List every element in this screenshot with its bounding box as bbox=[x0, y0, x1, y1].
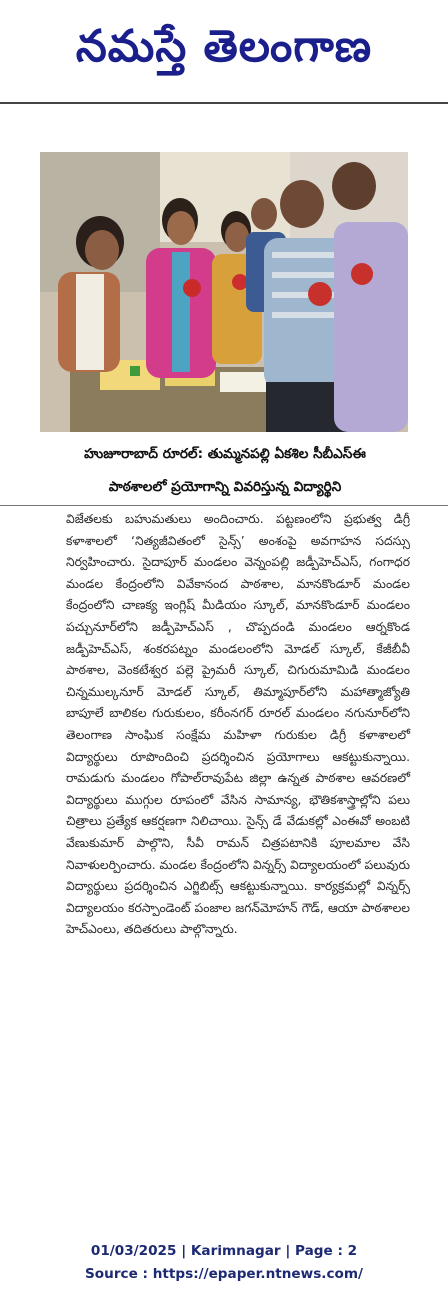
news-photo bbox=[40, 152, 408, 432]
caption-divider bbox=[0, 505, 448, 506]
caption-line-1: హుజూరాబాద్ రూరల్: తుమ్మనపల్లి ఏకశిల సీబీఎస్ఈ bbox=[84, 446, 366, 462]
students-exhibit-photo bbox=[40, 152, 408, 432]
masthead-divider bbox=[0, 102, 448, 104]
caption-line-2: పాఠశాలలో ప్రయోగాన్ని వివరిస్తున్న విద్యార్థిని bbox=[108, 479, 342, 495]
article-paragraph: విజేతలకు బహుమతులు అందించారు. పట్టణంలోని ప్రభుత్వ డిగ్రీ కళాశాలలో ‘నిత్యజీవితంలో సైన్స్’ అంశంపై అవగాహన సదస్సు నిర్వహించారు. సైదాపూర్ మండలం వెన్నంపల్లి జడ్పీహెచ్ఎస్, గంగాధర మండల కేంద్రంలోని వివేకానంద పాఠశాల, మానకొండూర్ మండల కేంద్రంలోని చాణక్య ఇంగ్లిష్ మీడియం స్కూల్, మానకొండూర్ మండలం పచ్చునూర్‌లోని జడ్పీహెచ్ఎస్ , చొప్పదండి మండలం ఆర్నకొండ జడ్పీహెచ్ఎస్, శంకరపట్నం మండలంలోని మోడల్ స్కూల్, కేజీబీవీ పాఠశాల, వెంకటేశ్వర పల్లె ప్రైమరీ స్కూల్, చిగురుమామిడి మండలం చిన్నముల్కనూర్ మోడల్ స్కూల్, తిమ్మాపూర్‌లోని మహాత్మాజ్యోతి బాపూలే బాలికల గురుకులం, కరీంనగర్ రూరల్ మండలం నగునూర్‌లోని తెలంగాణ సాంఘిక సంక్షేమ మహిళా గురుకుల డిగ్రీ కళాశాలలో విద్యార్థులు రూపొందించి ప్రదర్శించిన ప్రయోగాలు ఆకట్టుకున్నాయి. రామడుగు మండలం గోపాల్‌రావుపేట జిల్లా ఉన్నత పాఠశాల ఆవరణలో విద్యార్థులు ముగ్గుల రూపంలో వేసిన సామాన్య, భౌతికశాస్త్రాల్లోని పలు చిత్రాలు ప్రత్యేక ఆకర్షణగా నిలిచాయి. సైన్స్ డే వేడుకల్లో ఎంఈవో అంబటి వేణుకుమార్ పాల్గొని, సీవీ రామన్ చిత్రపటానికి పూలమాల వేసి నివాళులర్పించారు. మండల కేంద్రంలోని విన్నర్స్ విద్యాలయంలో పలువురు విద్యార్థులు ప్రదర్శించిన ఎగ్జిబిట్స్ ఆకట్టుకున్నాయి. కార్యక్రమల్లో విన్నర్స్ విద్యాలయం కరస్పాండెంట్ పంజాల జగన్‌మోహన్ గౌడ్, ఆయా పాఠశాలల హెచ్‌ఎంలు, తదితరులు పాల్గొన్నారు. bbox=[66, 512, 410, 937]
newspaper-logo: నమస్తే తెలంగాణ bbox=[75, 21, 373, 72]
edition-info: 01/03/2025 | Karimnagar | Page : 2 bbox=[90, 1243, 358, 1259]
photo-caption bbox=[40, 438, 410, 504]
source-link[interactable]: Source : https://epaper.ntnews.com/ bbox=[85, 1266, 363, 1282]
masthead bbox=[0, 0, 448, 104]
page-footer bbox=[0, 1240, 448, 1286]
article-body bbox=[66, 509, 410, 941]
